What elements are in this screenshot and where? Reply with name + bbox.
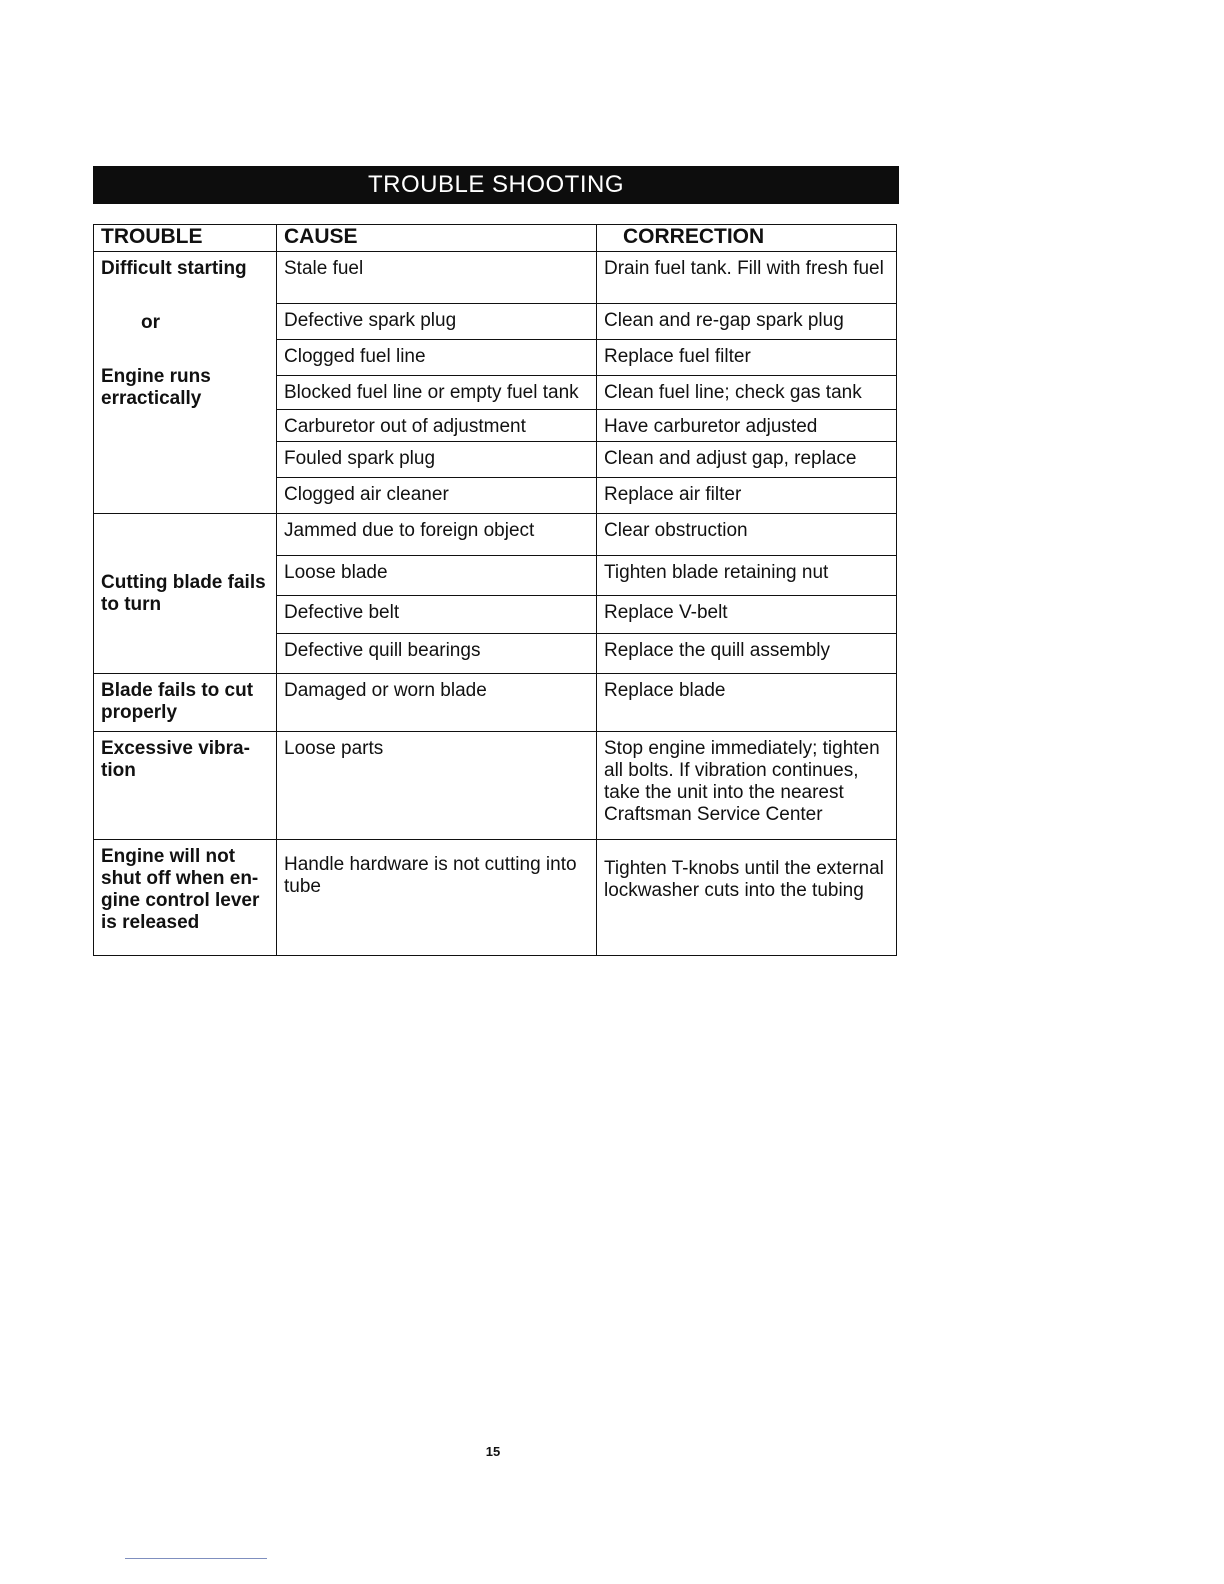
correction-cell: Clean and re-gap spark plug: [597, 304, 897, 340]
cause-cell: Fouled spark plug: [277, 442, 597, 478]
trouble-cell-starting: [94, 252, 277, 514]
troubleshooting-table: [93, 224, 897, 956]
correction-cell: Tighten blade retaining nut: [597, 556, 897, 596]
correction-cell: Clear obstruction: [597, 514, 897, 556]
trouble-cell-blade-turn: Cutting blade fails to turn: [94, 514, 277, 674]
table-header-row: [94, 225, 897, 252]
header-trouble: TROUBLE: [94, 225, 277, 252]
cause-cell: Carburetor out of adjustment: [277, 410, 597, 442]
table-row: [94, 514, 897, 556]
trouble-cell-blade-cut: Blade fails to cut properly: [94, 674, 277, 732]
correction-cell: Stop engine immediately; tighten all bolts. If vibration continues, take the unit into the nearest Craftsman Service Center: [597, 732, 897, 840]
scan-edge-divider: [125, 1558, 267, 1559]
correction-cell: Replace V-belt: [597, 596, 897, 634]
correction-cell: Clean and adjust gap, replace: [597, 442, 897, 478]
cause-cell: Jammed due to foreign object: [277, 514, 597, 556]
trouble-line: erractically: [101, 388, 202, 409]
cause-cell: Defective quill bearings: [277, 634, 597, 674]
table-row: [94, 840, 897, 956]
correction-cell: Tighten T-knobs until the external lockwasher cuts into the tubing: [597, 840, 897, 956]
table-row: [94, 674, 897, 732]
trouble-cell-vibration: Excessive vibra- tion: [94, 732, 277, 840]
header-cause: CAUSE: [277, 225, 597, 252]
correction-cell: Replace the quill assembly: [597, 634, 897, 674]
cause-cell: Loose parts: [277, 732, 597, 840]
page-number: 15: [485, 1444, 501, 1459]
correction-cell: Drain fuel tank. Fill with fresh fuel: [597, 252, 897, 304]
trouble-cell-shutoff: Engine will not shut off when en- gine control lever is released: [94, 840, 277, 956]
trouble-or: or: [141, 312, 160, 333]
trouble-line: Difficult starting: [101, 258, 247, 279]
correction-cell: Replace fuel filter: [597, 340, 897, 376]
table-row: [94, 252, 897, 304]
section-title: TROUBLE SHOOTING: [93, 166, 899, 204]
cause-cell: Blocked fuel line or empty fuel tank: [277, 376, 597, 410]
cause-cell: Clogged air cleaner: [277, 478, 597, 514]
table-row: [94, 732, 897, 840]
correction-cell: Clean fuel line; check gas tank: [597, 376, 897, 410]
cause-cell: Defective spark plug: [277, 304, 597, 340]
correction-cell: Have carburetor adjusted: [597, 410, 897, 442]
trouble-line: Engine runs: [101, 366, 211, 387]
header-correction: CORRECTION: [597, 225, 897, 252]
correction-cell: Replace air filter: [597, 478, 897, 514]
cause-cell: Stale fuel: [277, 252, 597, 304]
cause-cell: Clogged fuel line: [277, 340, 597, 376]
correction-cell: Replace blade: [597, 674, 897, 732]
cause-cell: Defective belt: [277, 596, 597, 634]
cause-cell: Damaged or worn blade: [277, 674, 597, 732]
cause-cell: Loose blade: [277, 556, 597, 596]
cause-cell: Handle hardware is not cutting into tube: [277, 840, 597, 956]
